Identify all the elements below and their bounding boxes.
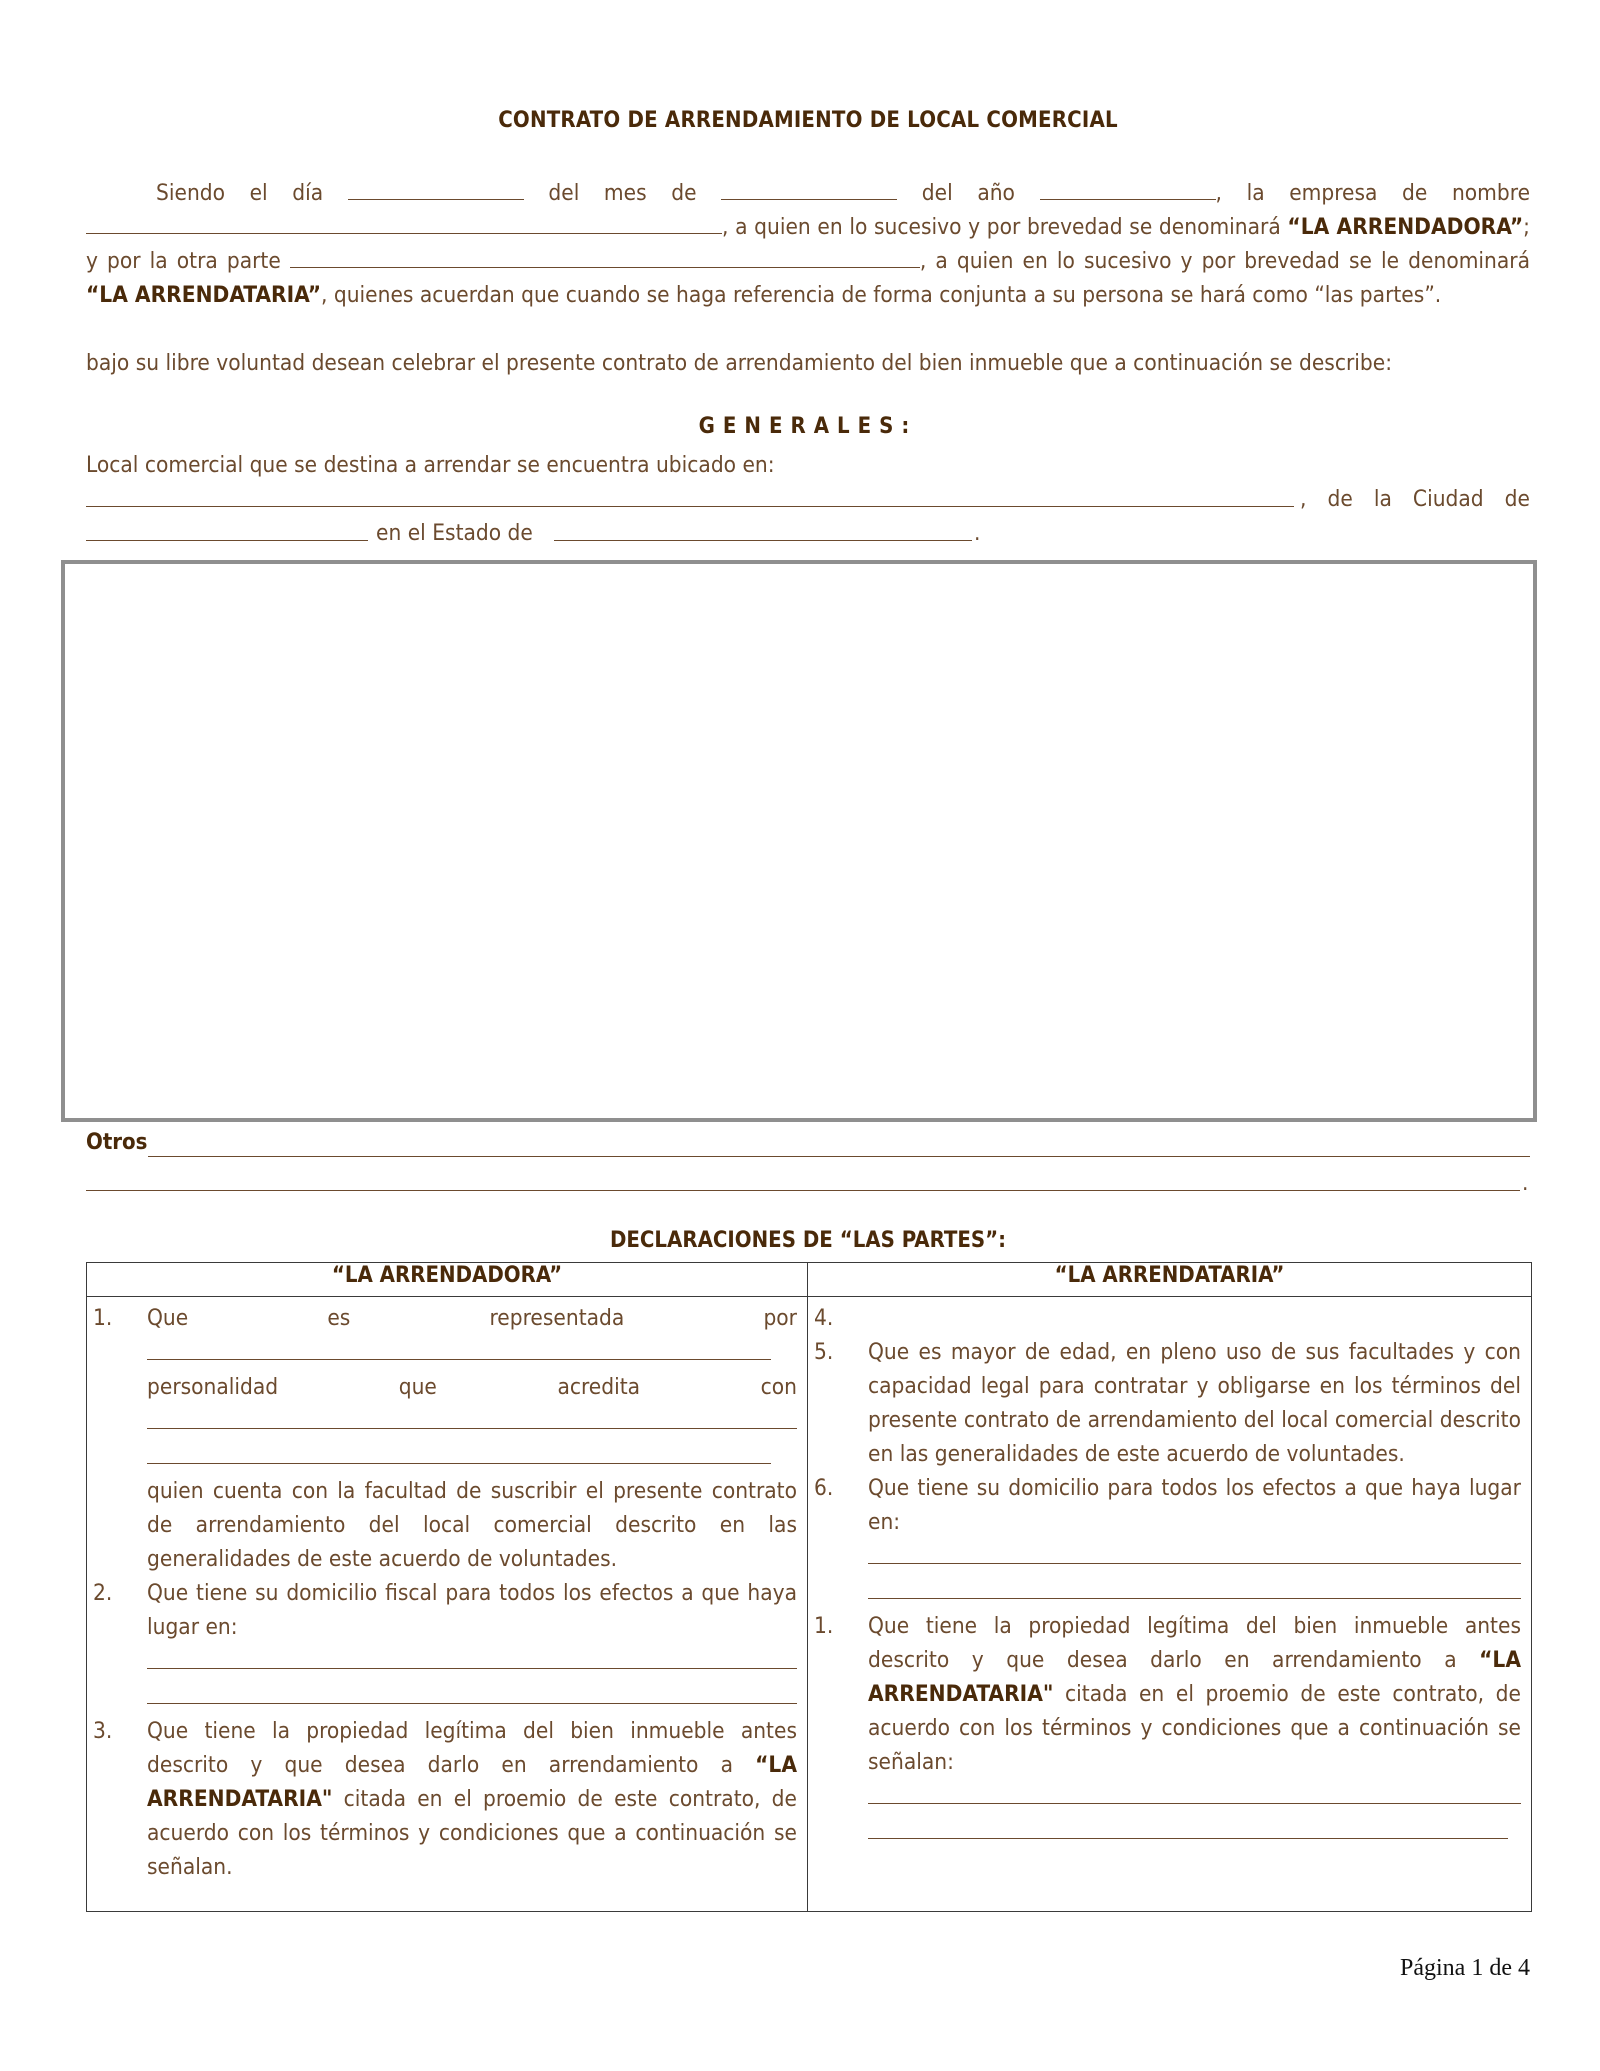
month-blank[interactable]	[721, 177, 897, 200]
location-label: Local comercial que se destina a arrendar se encuentra ubicado en:	[86, 452, 775, 478]
text-segment: citada en el proemio de este contrato, de acuerdo con los términos y condiciones que a continuación se señalan.	[147, 1786, 797, 1880]
declaration-text: Que tiene su domicilio fiscal para todos los efectos a que haya lugar en:	[147, 1580, 797, 1640]
lessee-term: “LA ARRENDATARIA"	[868, 1647, 1521, 1707]
word: es	[327, 1305, 351, 1331]
otros-blank-1[interactable]	[148, 1156, 1530, 1157]
text-segment: Que tiene la propiedad legítima del bien inmueble antes descrito y que desea darlo en arrendamiento a	[147, 1718, 797, 1778]
intro-text-year: del año	[921, 180, 1015, 206]
item-number: 3.	[93, 1718, 113, 1744]
item-number: 1.	[93, 1305, 113, 1331]
text-segment: citada en el proemio de este contrato, de acuerdo con los términos y condiciones que a continuación se señalan:	[868, 1681, 1521, 1775]
declaration-text	[147, 1714, 797, 1884]
declaration-text	[868, 1301, 1521, 1335]
otros-blank-2[interactable]	[86, 1190, 1520, 1191]
intro-text-lessor: , a quien en lo sucesivo y por brevedad se denominará	[722, 214, 1281, 240]
word: Que	[147, 1305, 189, 1331]
lessee-name-blank[interactable]	[290, 245, 920, 268]
intro-text-company: , la empresa de nombre	[1215, 180, 1531, 206]
declaration-item	[814, 1301, 1521, 1335]
item-number: 1.	[814, 1613, 834, 1639]
declaration-text: Que tiene su domicilio para todos los efectos a que haya lugar en:	[868, 1475, 1521, 1535]
address-blank[interactable]	[86, 506, 1294, 507]
word: con	[760, 1374, 797, 1400]
state-label: en el Estado de	[376, 520, 533, 546]
credential-blank-1[interactable]	[147, 1404, 797, 1429]
declaration-item	[93, 1576, 797, 1714]
representative-blank[interactable]	[147, 1335, 771, 1360]
intro-text-other-party: ; y por la otra parte	[86, 214, 1530, 274]
intro-text-lessee: , a quien en lo sucesivo y por brevedad se le denominará	[919, 248, 1530, 274]
declaration-item	[814, 1609, 1521, 1849]
word: que	[398, 1374, 437, 1400]
declaration-item	[814, 1335, 1521, 1471]
document-title: CONTRATO DE ARRENDAMIENTO DE LOCAL COMERCIAL	[498, 108, 1118, 133]
item-number: 4.	[814, 1305, 834, 1331]
lessee-header: “LA ARRENDATARIA”	[808, 1263, 1532, 1297]
word: por	[763, 1305, 797, 1331]
declaration-item	[814, 1471, 1521, 1609]
otros-label: Otros	[86, 1130, 148, 1155]
intro-paragraph	[86, 176, 1530, 312]
declaraciones-table	[86, 1262, 1532, 1912]
lessee-address-blank-2[interactable]	[868, 1574, 1521, 1599]
word: personalidad	[147, 1374, 279, 1400]
lessee-term: “LA ARRENDATARIA"	[147, 1752, 797, 1812]
intro-text-day: Siendo el día	[156, 180, 324, 206]
overlay-box	[61, 560, 1537, 1122]
lessor-term: “LA ARRENDADORA”	[1287, 214, 1524, 240]
page-number: Página 1 de 4	[1400, 1955, 1530, 1981]
word: representada	[489, 1305, 625, 1331]
year-blank[interactable]	[1040, 177, 1216, 200]
credential-blank-2[interactable]	[147, 1439, 771, 1464]
lessee-address-blank-1[interactable]	[868, 1539, 1521, 1564]
terms-blank-1[interactable]	[868, 1779, 1521, 1804]
lessee-term: “LA ARRENDATARIA”	[86, 282, 322, 308]
declaration-item	[93, 1714, 797, 1884]
day-blank[interactable]	[348, 177, 524, 200]
lessee-declarations	[808, 1297, 1532, 1912]
lessor-header: “LA ARRENDADORA”	[87, 1263, 808, 1297]
text-segment: Que tiene la propiedad legítima del bien inmueble antes descrito y que desea darlo en arrendamiento a	[868, 1613, 1521, 1673]
generales-heading: GENERALES:	[698, 414, 918, 439]
city-label: , de la Ciudad de	[1300, 486, 1530, 512]
intro-closing: bajo su libre voluntad desean celebrar el presente contrato de arrendamiento del bien inmueble que a continuación se describe:	[86, 350, 1393, 376]
intro-text-parties: , quienes acuerdan que cuando se haga referencia de forma conjunta a su persona se hará como “las partes”.	[321, 282, 1442, 308]
lessor-declarations	[87, 1297, 808, 1912]
state-blank[interactable]	[554, 540, 972, 541]
declaration-text: quien cuenta con la facultad de suscribir el presente contrato de arrendamiento del local comercial descrito en las generalidades de este acuerdo de voluntades.	[147, 1478, 797, 1572]
declaration-text: Que es mayor de edad, en pleno uso de sus facultades y con capacidad legal para contratar y obligarse en los términos del presente contrato de arrendamiento del local comercial descrito en las generalidades de este acuerdo de voluntades.	[868, 1339, 1521, 1467]
declaraciones-title: DECLARACIONES DE “LAS PARTES”:	[609, 1228, 1007, 1253]
terms-blank-2[interactable]	[868, 1814, 1508, 1839]
declaration-text	[868, 1609, 1521, 1779]
item-number: 6.	[814, 1475, 834, 1501]
state-period: .	[974, 520, 981, 546]
company-name-blank[interactable]	[86, 211, 722, 234]
intro-text-month: del mes de	[548, 180, 697, 206]
item-number: 5.	[814, 1339, 834, 1365]
fiscal-address-blank-1[interactable]	[147, 1644, 797, 1669]
city-blank[interactable]	[86, 540, 368, 541]
word: acredita	[557, 1374, 641, 1400]
fiscal-address-blank-2[interactable]	[147, 1679, 797, 1704]
declaration-item	[93, 1301, 797, 1576]
item-number: 2.	[93, 1580, 113, 1606]
otros-period: .	[1522, 1170, 1529, 1196]
